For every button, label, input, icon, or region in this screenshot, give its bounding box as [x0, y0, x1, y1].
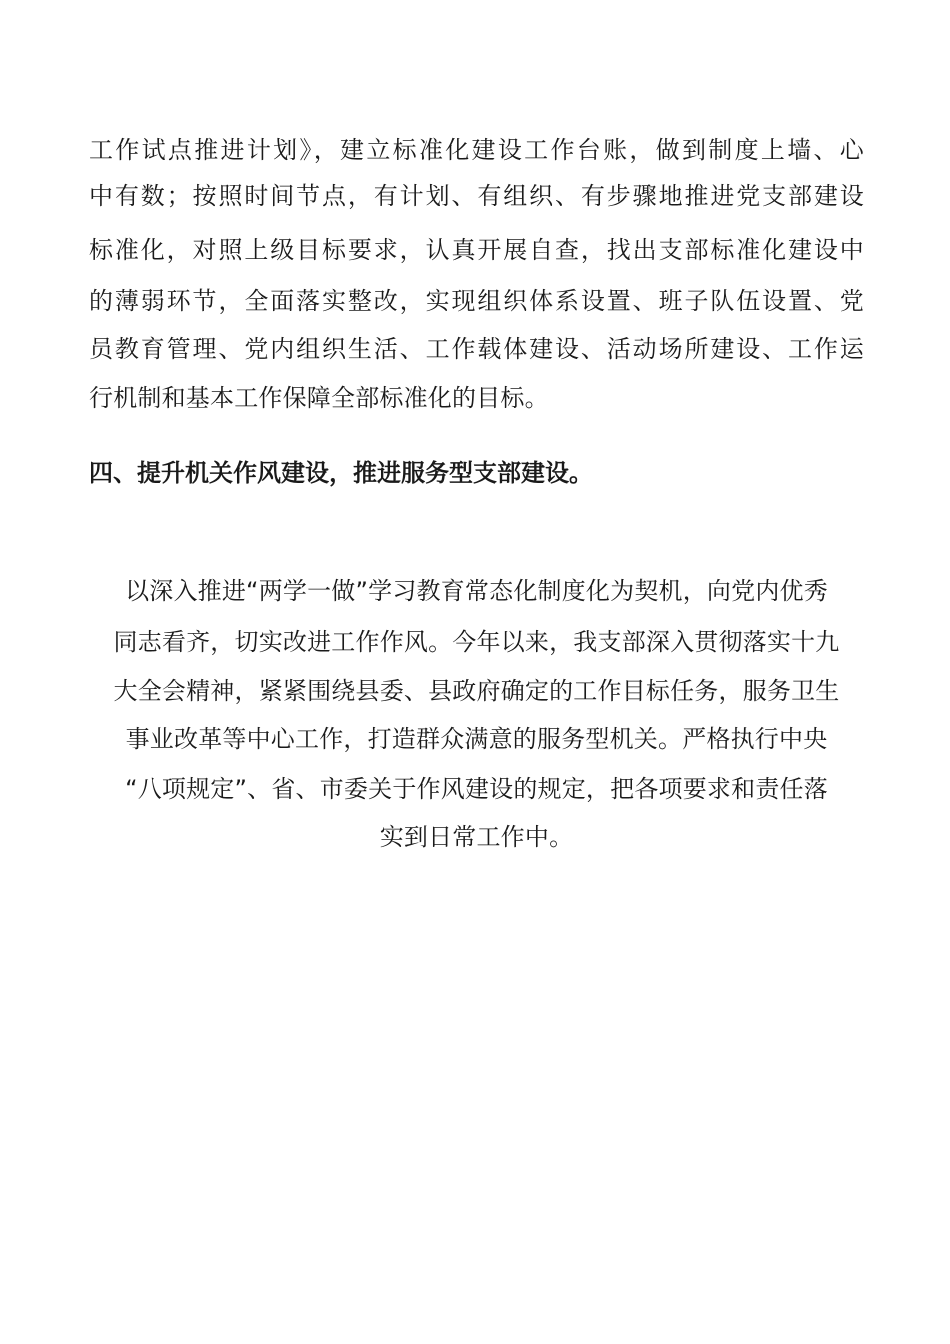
paragraph-1-line-4: 的薄弱环节，全面落实整改，实现组织体系设置、班子队伍设置、党 [89, 287, 864, 315]
section-heading: 四、提升机关作风建设，推进服务型支部建设。 [89, 459, 593, 487]
paragraph-1-line-3: 标准化，对照上级目标要求，认真开展自查，找出支部标准化建设中 [89, 236, 864, 264]
paragraph-1-line-1: 工作试点推进计划》，建立标准化建设工作台账，做到制度上墙、心 [89, 136, 864, 164]
paragraph-2-line-3: 大全会精神，紧紧围绕县委、县政府确定的工作目标任务，服务卫生 [113, 677, 840, 705]
paragraph-2-line-5: “八项规定”、省、市委关于作风建设的规定，把各项要求和责任落 [125, 775, 828, 803]
paragraph-2-line-2: 同志看齐，切实改进工作作风。今年以来，我支部深入贯彻落实十九 [113, 628, 840, 656]
paragraph-2-line-6: 实到日常工作中。 [379, 823, 574, 851]
paragraph-1-line-6: 行机制和基本工作保障全部标准化的目标。 [89, 384, 549, 412]
paragraph-2-line-1: 以深入推进“两学一做”学习教育常态化制度化为契机，向党内优秀 [125, 577, 828, 605]
paragraph-2-line-4: 事业改革等中心工作，打造群众满意的服务型机关。严格执行中央 [125, 725, 828, 753]
paragraph-1-line-5: 员教育管理、党内组织生活、工作载体建设、活动场所建设、工作运 [89, 335, 864, 363]
paragraph-1-line-2: 中有数；按照时间节点，有计划、有组织、有步骤地推进党支部建设 [89, 182, 864, 210]
